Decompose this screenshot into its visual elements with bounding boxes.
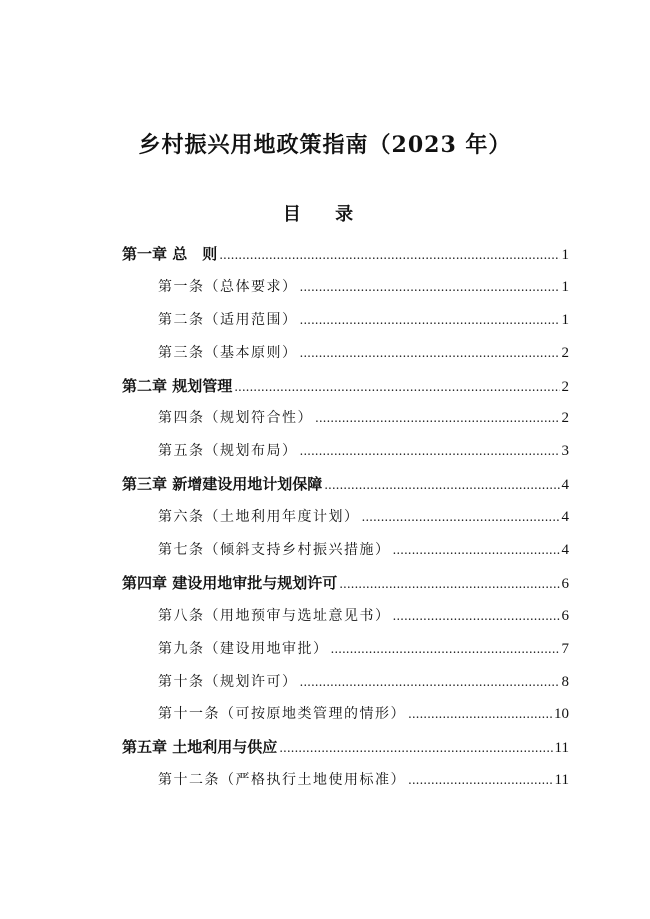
toc-entry-label: 第五章 土地利用与供应 xyxy=(122,738,278,757)
toc-dot-leader xyxy=(408,764,553,797)
toc-dot-leader xyxy=(279,732,552,764)
document-title: 乡村振兴用地政策指南（2023 年） xyxy=(138,132,512,158)
toc-page-number: 6 xyxy=(561,575,569,592)
toc-dot-leader xyxy=(300,337,560,370)
toc-entry-label: 第七条（倾斜支持乡村振兴措施） xyxy=(158,542,391,559)
toc-article-entry[interactable] xyxy=(122,633,569,666)
toc-article-entry[interactable] xyxy=(122,534,569,567)
toc-page-number: 4 xyxy=(561,477,569,494)
toc-dot-leader xyxy=(339,568,559,600)
toc-article-entry[interactable] xyxy=(122,698,569,731)
toc-entry-label: 第三条（基本原则） xyxy=(158,344,298,361)
toc-entry-label: 第八条（用地预审与选址意见书） xyxy=(158,607,391,624)
toc-page-number: 2 xyxy=(561,410,569,427)
toc-dot-leader xyxy=(234,371,559,403)
toc-article-entry[interactable] xyxy=(122,600,569,633)
toc-article-entry[interactable] xyxy=(122,337,569,370)
toc-entry-label: 第二条（适用范围） xyxy=(158,311,298,328)
toc-page-number: 6 xyxy=(561,607,569,624)
toc-page-number: 7 xyxy=(561,640,569,657)
toc-article-entry[interactable] xyxy=(122,501,569,534)
toc-entry-label: 第六条（土地利用年度计划） xyxy=(158,509,360,526)
toc-article-entry[interactable] xyxy=(122,764,569,797)
toc-page-number: 1 xyxy=(561,278,569,295)
toc-dot-leader xyxy=(331,633,560,666)
toc-dot-leader xyxy=(300,304,560,337)
toc-page-number: 11 xyxy=(554,772,569,789)
toc-dot-leader xyxy=(315,402,560,435)
toc-entry-label: 第五条（规划布局） xyxy=(158,443,298,460)
toc-page-number: 8 xyxy=(561,673,569,690)
toc-page-number: 1 xyxy=(561,247,569,263)
toc-dot-leader xyxy=(324,469,559,501)
toc-chapter-entry[interactable] xyxy=(122,370,569,403)
toc-article-entry[interactable] xyxy=(122,271,569,304)
toc-page-number: 11 xyxy=(554,740,569,757)
toc-entry-label: 第一条（总体要求） xyxy=(158,278,298,295)
toc-dot-leader xyxy=(408,698,552,731)
toc-entry-label: 第二章 规划管理 xyxy=(122,376,233,395)
toc-heading: 目 录 xyxy=(282,204,368,225)
toc-article-entry[interactable] xyxy=(122,666,569,699)
toc-entry-label: 第一章 总 则 xyxy=(122,245,218,263)
toc-dot-leader xyxy=(300,666,560,699)
toc-dot-leader xyxy=(362,501,560,534)
toc-entry-label: 第十二条（严格执行土地使用标准） xyxy=(158,772,406,789)
toc-page-number: 3 xyxy=(561,443,569,460)
toc-article-entry[interactable] xyxy=(122,304,569,337)
toc-entry-label: 第十一条（可按原地类管理的情形） xyxy=(158,706,406,723)
toc-dot-leader xyxy=(393,534,560,567)
toc-entry-label: 第三章 新增建设用地计划保障 xyxy=(122,475,323,494)
toc-entry-label: 第四章 建设用地审批与规划许可 xyxy=(122,573,338,592)
toc-dot-leader xyxy=(219,239,559,271)
table-of-contents xyxy=(122,238,569,797)
toc-page-number: 4 xyxy=(561,542,569,559)
toc-entry-label: 第四条（规划符合性） xyxy=(158,410,313,427)
toc-article-entry[interactable] xyxy=(122,435,569,468)
toc-dot-leader xyxy=(300,271,560,304)
toc-article-entry[interactable] xyxy=(122,402,569,435)
toc-chapter-entry[interactable] xyxy=(122,468,569,501)
toc-page-number: 4 xyxy=(561,509,569,526)
toc-entry-label: 第九条（建设用地审批） xyxy=(158,640,329,657)
toc-dot-leader xyxy=(393,600,560,633)
toc-chapter-entry[interactable] xyxy=(122,238,569,271)
toc-chapter-entry[interactable] xyxy=(122,567,569,600)
toc-chapter-entry[interactable] xyxy=(122,731,569,764)
toc-page-number: 2 xyxy=(561,344,569,361)
toc-page-number: 2 xyxy=(561,378,569,395)
toc-page-number: 1 xyxy=(561,311,569,328)
toc-dot-leader xyxy=(300,435,560,468)
toc-page-number: 10 xyxy=(554,706,569,723)
toc-entry-label: 第十条（规划许可） xyxy=(158,673,298,690)
